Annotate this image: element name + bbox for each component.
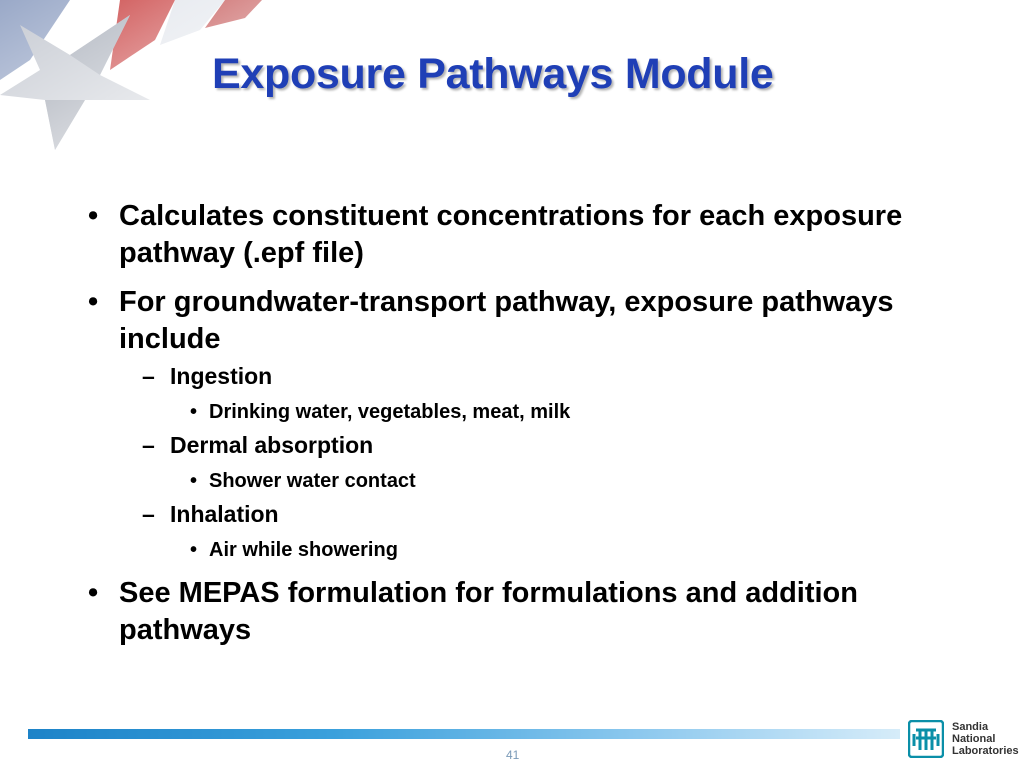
slide-title: Exposure Pathways Module	[212, 50, 774, 98]
sub-sub-bullet-item	[88, 468, 918, 494]
lab-name-line: National	[952, 733, 996, 745]
bullet-dot-icon: •	[190, 401, 198, 423]
bullet-dot-icon: •	[88, 286, 99, 318]
sub-bullet-item	[88, 360, 918, 392]
sub-sub-bullet-text: Drinking water, vegetables, meat, milk	[209, 401, 571, 423]
sub-bullet-text: Inhalation	[170, 501, 279, 527]
bullet-text: Calculates constituent concentrations for each exposure pathway (.epf file)	[119, 200, 903, 269]
bullet-item	[88, 575, 918, 649]
dash-icon: –	[142, 363, 155, 389]
dash-icon: –	[142, 501, 155, 527]
sub-bullet-text: Dermal absorption	[170, 432, 374, 458]
sub-bullet-item	[88, 429, 918, 461]
bullet-dot-icon: •	[190, 470, 198, 492]
sub-sub-bullet-text: Shower water contact	[209, 470, 416, 492]
sub-sub-bullet-text: Air while showering	[209, 539, 398, 561]
footer-bar	[28, 729, 900, 739]
bullet-text: See MEPAS formulation for formulations and addition pathways	[119, 577, 858, 646]
bullet-list	[88, 198, 918, 661]
sandia-thunderbird-icon	[908, 720, 944, 758]
lab-name	[952, 721, 1019, 757]
sub-bullet-list	[88, 360, 918, 563]
lab-name-line: Sandia	[952, 721, 989, 733]
bullet-item	[88, 284, 918, 358]
bullet-dot-icon: •	[88, 200, 99, 232]
dash-icon: –	[142, 432, 155, 458]
page-number: 41	[506, 748, 520, 762]
sub-bullet-text: Ingestion	[170, 363, 273, 389]
bullet-item	[88, 198, 918, 272]
bullet-dot-icon: •	[190, 539, 198, 561]
sub-sub-bullet-item	[88, 399, 918, 425]
sub-sub-bullet-item	[88, 537, 918, 563]
sub-bullet-item	[88, 498, 918, 530]
bullet-dot-icon: •	[88, 577, 99, 609]
lab-name-line: Laboratories	[952, 745, 1019, 757]
bullet-text: For groundwater-transport pathway, exposure pathways include	[119, 286, 894, 355]
